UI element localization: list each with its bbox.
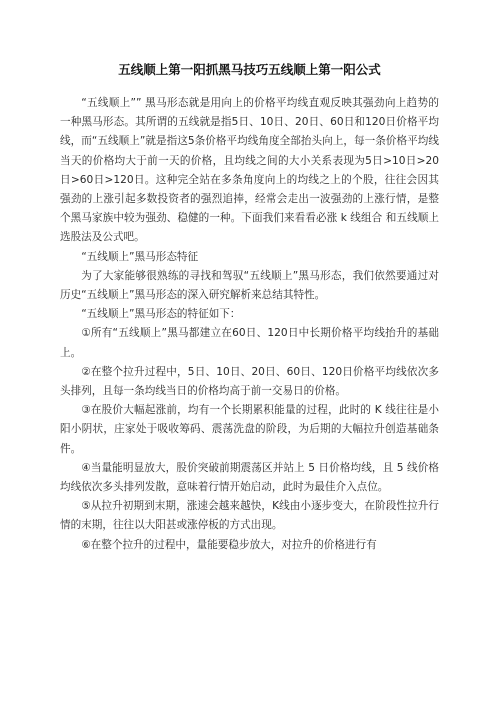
section-heading-feature-list: “五线顺上”黑马形态的特征如下： — [81, 308, 241, 321]
section-heading-features: “五线顺上”黑马形态特征 — [81, 250, 199, 263]
feature-item-1: ①所有“五线顺上”黑马都建立在60日、120日中长期价格平均线抬升的基础上。 — [60, 327, 439, 359]
document-title: 五线顺上第一阳抓黑马技巧五线顺上第一阳公式 — [118, 62, 381, 77]
feature-item-5: ⑤从拉升初期到末期，涨速会越来越快，K线由小逐步变大，在阶段性拉升行情的末期，往往以大阳甚或涨停板的方式出现。 — [60, 500, 439, 532]
paragraph-purpose: 为了大家能够很熟练的寻找和驾驭“五线顺上”黑马形态，我们依然要通过对历史“五线顺上”黑马形态的深入研究解析来总结其特性。 — [60, 269, 439, 302]
feature-item-4: ④当量能明显放大，股价突破前期震荡区并站上 5 日价格均线，且 5 线价格均线依次多头排列发散，意味着行情开始启动，此时为最佳介入点位。 — [60, 461, 439, 494]
feature-item-6: ⑥在整个拉升的过程中，量能要稳步放大，对拉升的价格进行有 — [81, 538, 377, 551]
feature-item-3: ③在股价大幅起涨前，均有一个长期累积能量的过程，此时的 K 线往往是小阳小阴状，庄家处于吸收筹码、震荡洗盘的阶段，为后期的大幅拉升创造基础条件。 — [60, 404, 439, 455]
feature-item-2: ②在整个拉升过程中，5日、10日、20日、60日、120日价格平均线依次多头排列，且每一条均线当日的价格均高于前一交易日的价格。 — [60, 365, 439, 398]
intro-paragraph: “五线顺上”” 黑马形态就是用向上的价格平均线直观反映其强劲向上趋势的一种黑马形态。其所谓的五线就是指5日、10日、20日、60日和120日价格平均线，而“五线顺上”就是指这5条价格平均线角度全部抬头向上，每一条价格平均线当天的价格均大于前一天的价格，且均线之间的大小关系表现为5日>10日>20日>60日>120日。这种完全站在多条角度向上的均线之上的个股，往往会因其强劲的上涨引起多数投资者的强烈追捧，经常会走出一波强劲的上涨行情，是整个黑马家族中较为强劲、稳健的一种。下面我们来看看必涨 k 线组合 和五线顺上选股法及公式吧。 — [60, 97, 439, 244]
